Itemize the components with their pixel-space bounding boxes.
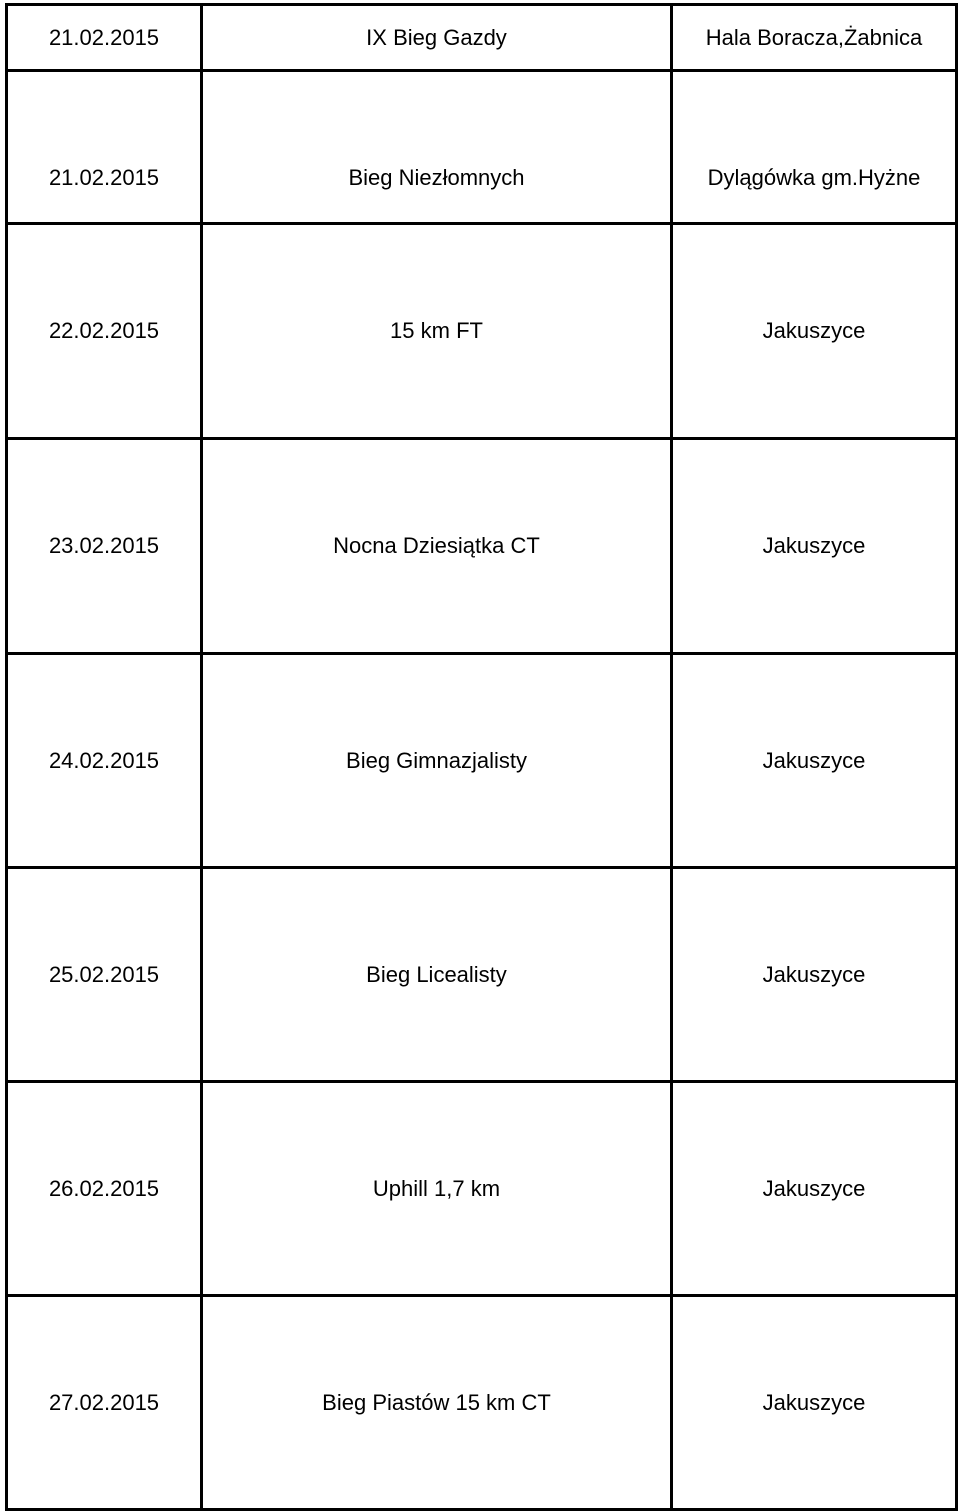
event-name: Bieg Gimnazjalisty: [202, 654, 672, 868]
event-name: Bieg Licealisty: [202, 868, 672, 1082]
event-place: Jakuszyce: [672, 868, 957, 1082]
event-name: Uphill 1,7 km: [202, 1082, 672, 1296]
event-date: 22.02.2015: [7, 224, 202, 439]
event-date: 25.02.2015: [7, 868, 202, 1082]
event-place: Dylągówka gm.Hyżne: [672, 71, 957, 224]
event-date: 27.02.2015: [7, 1296, 202, 1510]
event-name: Nocna Dziesiątka CT: [202, 439, 672, 654]
table-row: [7, 868, 957, 1082]
table-row: [7, 71, 957, 224]
table-row: [7, 439, 957, 654]
event-date: 23.02.2015: [7, 439, 202, 654]
event-date: 24.02.2015: [7, 654, 202, 868]
event-name: IX Bieg Gazdy: [202, 5, 672, 71]
event-place: Jakuszyce: [672, 654, 957, 868]
table-row: [7, 654, 957, 868]
event-place: Jakuszyce: [672, 439, 957, 654]
event-name: 15 km FT: [202, 224, 672, 439]
event-date: 26.02.2015: [7, 1082, 202, 1296]
event-place: Hala Boracza,Żabnica: [672, 5, 957, 71]
event-date: 21.02.2015: [7, 5, 202, 71]
table-row: [7, 1296, 957, 1510]
event-date: 21.02.2015: [7, 71, 202, 224]
table-row: [7, 224, 957, 439]
event-name: Bieg Niezłomnych: [202, 71, 672, 224]
table-row: [7, 1082, 957, 1296]
event-place: Jakuszyce: [672, 1296, 957, 1510]
events-table: [5, 3, 958, 1511]
table-row: [7, 5, 957, 71]
event-name: Bieg Piastów 15 km CT: [202, 1296, 672, 1510]
event-place: Jakuszyce: [672, 224, 957, 439]
event-place: Jakuszyce: [672, 1082, 957, 1296]
